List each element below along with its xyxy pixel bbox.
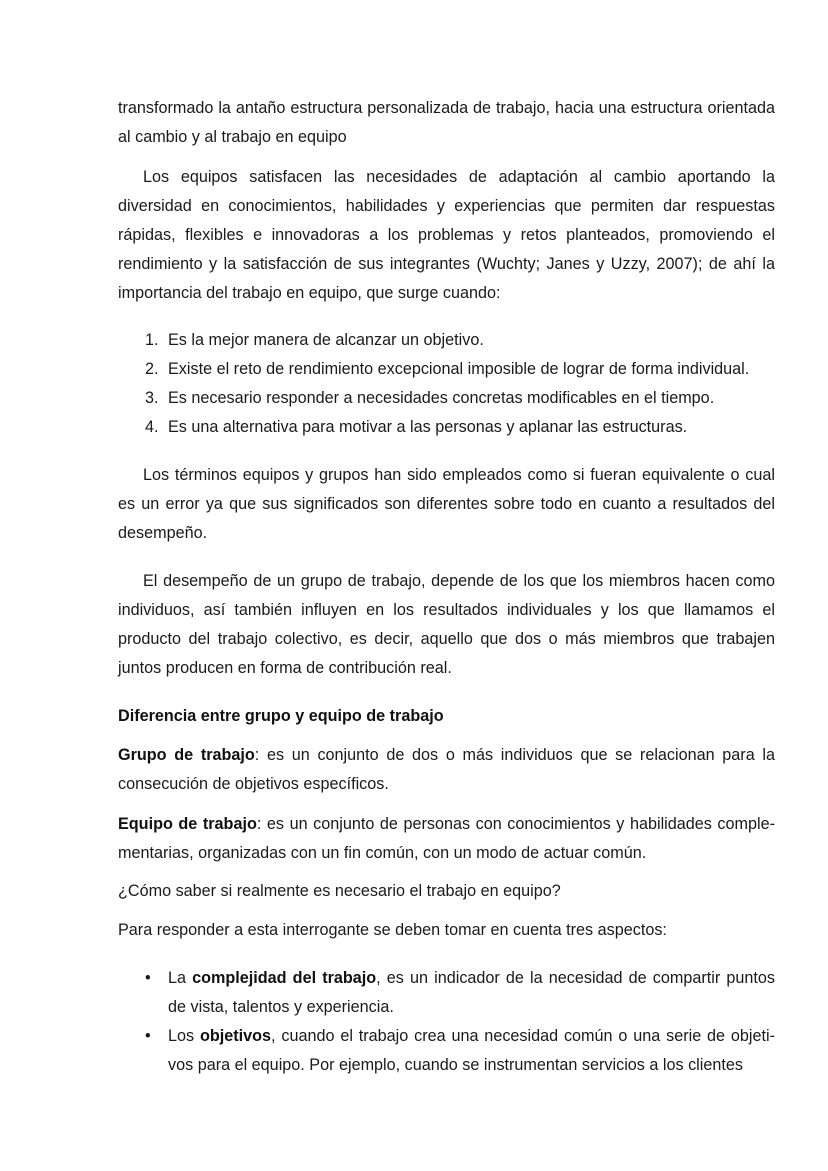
list-number: 2.: [145, 360, 159, 378]
def-equipo: : es un conjunto de personas con conocimientos y habilidades comple-mentarias, organizadas con un fin común, con un modo de actuar común.: [118, 815, 776, 862]
bullet-bold: complejidad del trabajo: [192, 969, 377, 987]
answer-intro: Para responder a esta interrogante se deben tomar en cuenta tres aspectos:: [118, 921, 667, 939]
bullet-text: [145, 1022, 775, 1080]
list-item: [145, 384, 775, 413]
list-number: 3.: [145, 389, 159, 407]
paragraph-teams-needs: Los equipos satisfacen las necesidades de adaptación al cambio aportando la diversidad en conocimientos, habilidades y experiencias que permiten dar respuestas rápidas, flexibles e innovadoras a los problemas y retos planteados, promoviendo el rendimiento y la satisfacción de sus integrantes (Wuchty; Janes y Uzzy, 2007); de ahí la importancia del trabajo en equipo, que surge cuando:: [118, 168, 775, 302]
bullet-item: [145, 964, 775, 1022]
list-text: Es la mejor manera de alcanzar un objetivo.: [168, 331, 484, 349]
list-text: Es una alternativa para motivar a las personas y aplanar las estructuras.: [168, 418, 688, 436]
bullet-text: [145, 964, 775, 1022]
definition-grupo: [118, 741, 775, 799]
list-item: [145, 326, 775, 355]
list-number: 1.: [145, 331, 159, 349]
bullet-post: , cuando el trabajo crea una necesidad común o una serie de objeti-vos para el equipo. Por ejemplo, cuando se instrumentan servicios a los clientes: [168, 1027, 775, 1074]
question-line: ¿Cómo saber si realmente es necesario el trabajo en equipo?: [118, 882, 561, 900]
bullet-dot: •: [145, 1027, 151, 1045]
heading-text: Diferencia entre grupo y equipo de trabajo: [118, 707, 444, 725]
list-text: Es necesario responder a necesidades concretas modificables en el tiempo.: [168, 389, 715, 407]
def-grupo: : es un conjunto de dos o más individuos que se relacionan para la consecución de objetivos específicos.: [118, 746, 775, 793]
bullet-dot: •: [145, 969, 151, 987]
bullet-post: , es un indicador de la necesidad de compartir puntos de vista, talentos y experiencia.: [168, 969, 775, 1016]
section-heading: [118, 702, 775, 731]
paragraph-intro-continuation: transformado la antaño estructura personalizada de trabajo, hacia una estructura orientada al cambio y al trabajo en equipo: [118, 99, 775, 146]
list-text: Existe el reto de rendimiento excepcional imposible de lograr de forma individual.: [168, 360, 750, 378]
list-item: [145, 413, 775, 442]
list-number: 4.: [145, 418, 159, 436]
bullet-pre: Los: [168, 1027, 200, 1045]
list-item: [145, 355, 775, 384]
paragraph-group-performance: El desempeño de un grupo de trabajo, depende de los que los miembros hacen como individuos, así también influyen en los resultados individuales y los que llamamos el producto del trabajo colectivo, es decir, aquello que dos o más miembros que trabajen juntos producen en forma de contribución real.: [118, 572, 775, 677]
term-equipo: Equipo de trabajo: [118, 815, 257, 833]
definition-equipo: [118, 810, 775, 868]
bullet-pre: La: [168, 969, 193, 987]
term-grupo: Grupo de trabajo: [118, 746, 255, 764]
bullet-item: [145, 1022, 775, 1080]
paragraph-teams-vs-groups: Los términos equipos y grupos han sido empleados como si fueran equivalente o cual es un error ya que sus significados son diferentes sobre todo en cuanto a resultados del desempeño.: [118, 466, 775, 542]
bullet-bold: objetivos: [199, 1027, 272, 1045]
